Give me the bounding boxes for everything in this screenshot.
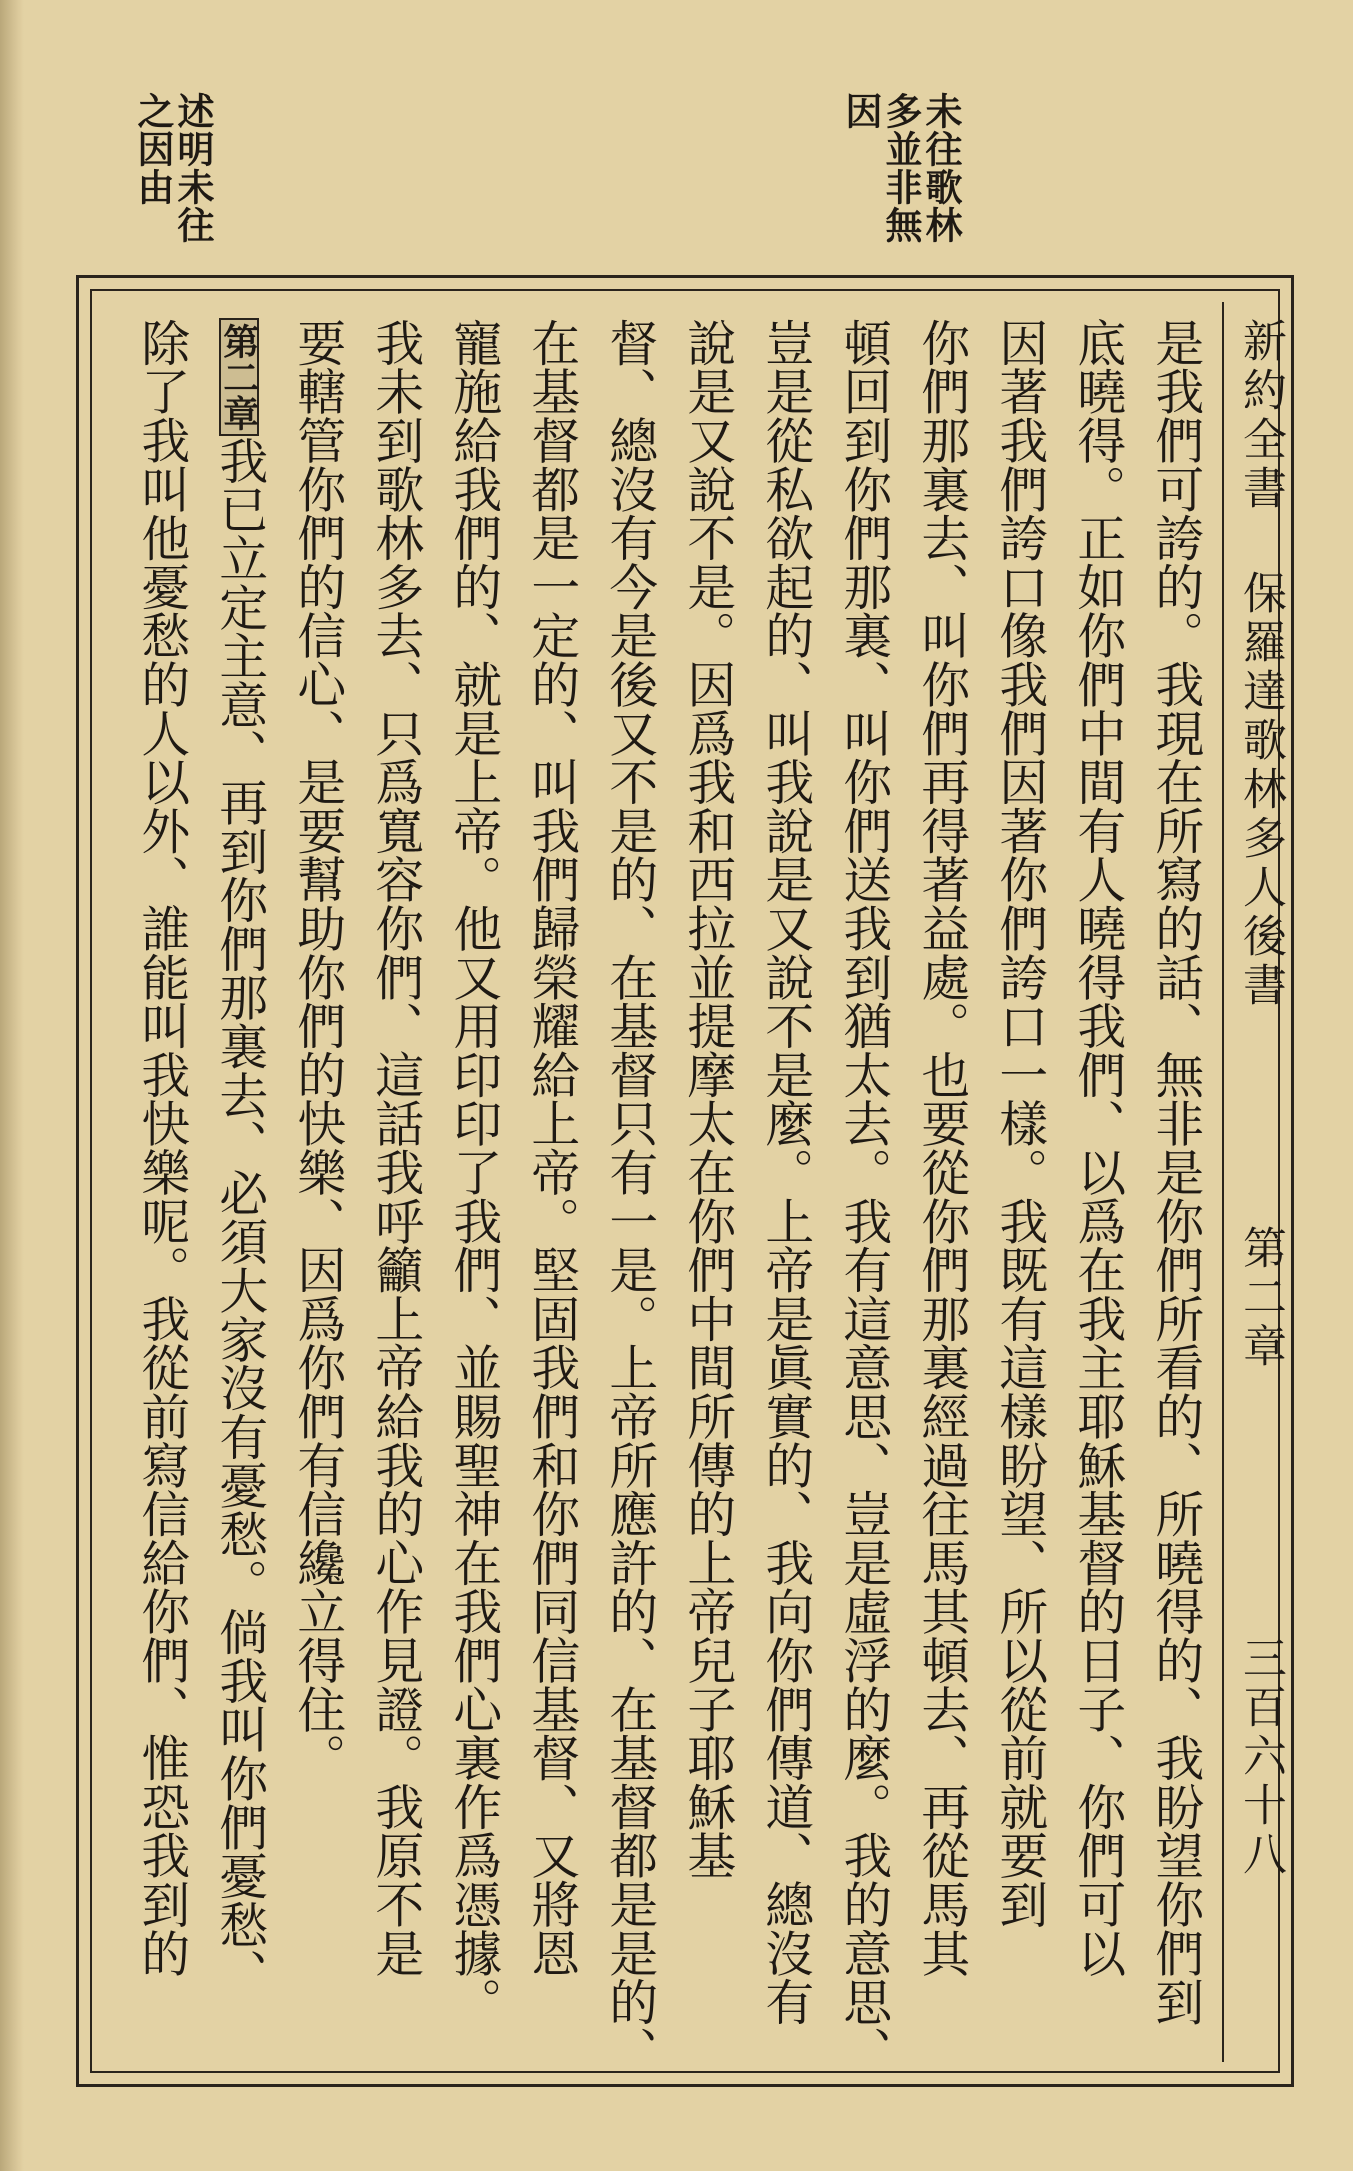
page-edge xyxy=(0,0,24,2171)
text-column-7: 說是又說不是。因爲我和西拉並提摩太在你們中間所傳的上帝兒子耶穌基 xyxy=(678,318,736,1880)
text-column-13: 我已立定主意、再到你們那裏去、必須大家沒有憂愁。倘我叫你們憂愁、 xyxy=(210,436,268,1998)
text-column-12: 要轄管你們的信心、是要幫助你們的快樂、因爲你們有信纔立得住。 xyxy=(288,318,346,1782)
chapter-section-marker: 第二章 xyxy=(219,318,259,436)
text-column-9: 在基督都是一定的、叫我們歸榮耀給上帝。堅固我們和你們同信基督、又將恩 xyxy=(522,318,580,1978)
margin-note-right-line1: 未往歌林 xyxy=(919,92,963,244)
margin-note-right-line3: 因 xyxy=(839,92,883,130)
text-column-10: 寵施給我們的、就是上帝。他又用印印了我們、並賜聖神在我們心裏作爲憑據。 xyxy=(444,318,502,2026)
margin-note-left-line1: 述明未往 xyxy=(171,92,215,244)
text-column-3: 因著我們誇口像我們因著你們誇口一樣。我既有這樣盼望、所以從前就要到 xyxy=(990,318,1048,1929)
header-epistle-title: 保羅達歌林多人後書 xyxy=(1235,570,1286,1011)
text-column-13-wrap xyxy=(210,318,268,1998)
margin-note-right-line2: 多並非無 xyxy=(879,92,923,244)
header-divider xyxy=(1222,302,1224,2062)
header-book-title: 新約全書 xyxy=(1235,318,1286,514)
text-column-5: 頓回到你們那裏、叫你們送我到猶太去。我有這意思、豈是虛浮的麼。我的意思、 xyxy=(834,318,892,2075)
text-column-1: 是我們可誇的。我現在所寫的話、無非是你們所看的、所曉得的、我盼望你們到 xyxy=(1146,318,1204,2026)
text-column-14: 除了我叫他憂愁的人以外、誰能叫我快樂呢。我從前寫信給你們、惟恐我到的 xyxy=(132,318,190,1978)
text-column-11: 我未到歌林多去、只爲寬容你們、這話我呼籲上帝給我的心作見證。我原不是 xyxy=(366,318,424,1978)
text-column-4: 你們那裏去、叫你們再得著益處。也要從你們那裏經過往馬其頓去、再從馬其 xyxy=(912,318,970,1978)
text-column-2: 底曉得。正如你們中間有人曉得我們、以爲在我主耶穌基督的日子、你們可以 xyxy=(1068,318,1126,1978)
header-chapter: 第二章 xyxy=(1235,1225,1286,1372)
text-column-8: 督、總沒有今是後又不是的、在基督只有一是。上帝所應許的、在基督都是是的、 xyxy=(600,318,658,2075)
page-number: 三百六十八 xyxy=(1235,1635,1286,1880)
margin-note-left-line2: 之因由 xyxy=(131,92,175,206)
text-column-6: 豈是從私欲起的、叫我說是又說不是麼。上帝是眞實的、我向你們傳道、總沒有 xyxy=(756,318,814,2026)
